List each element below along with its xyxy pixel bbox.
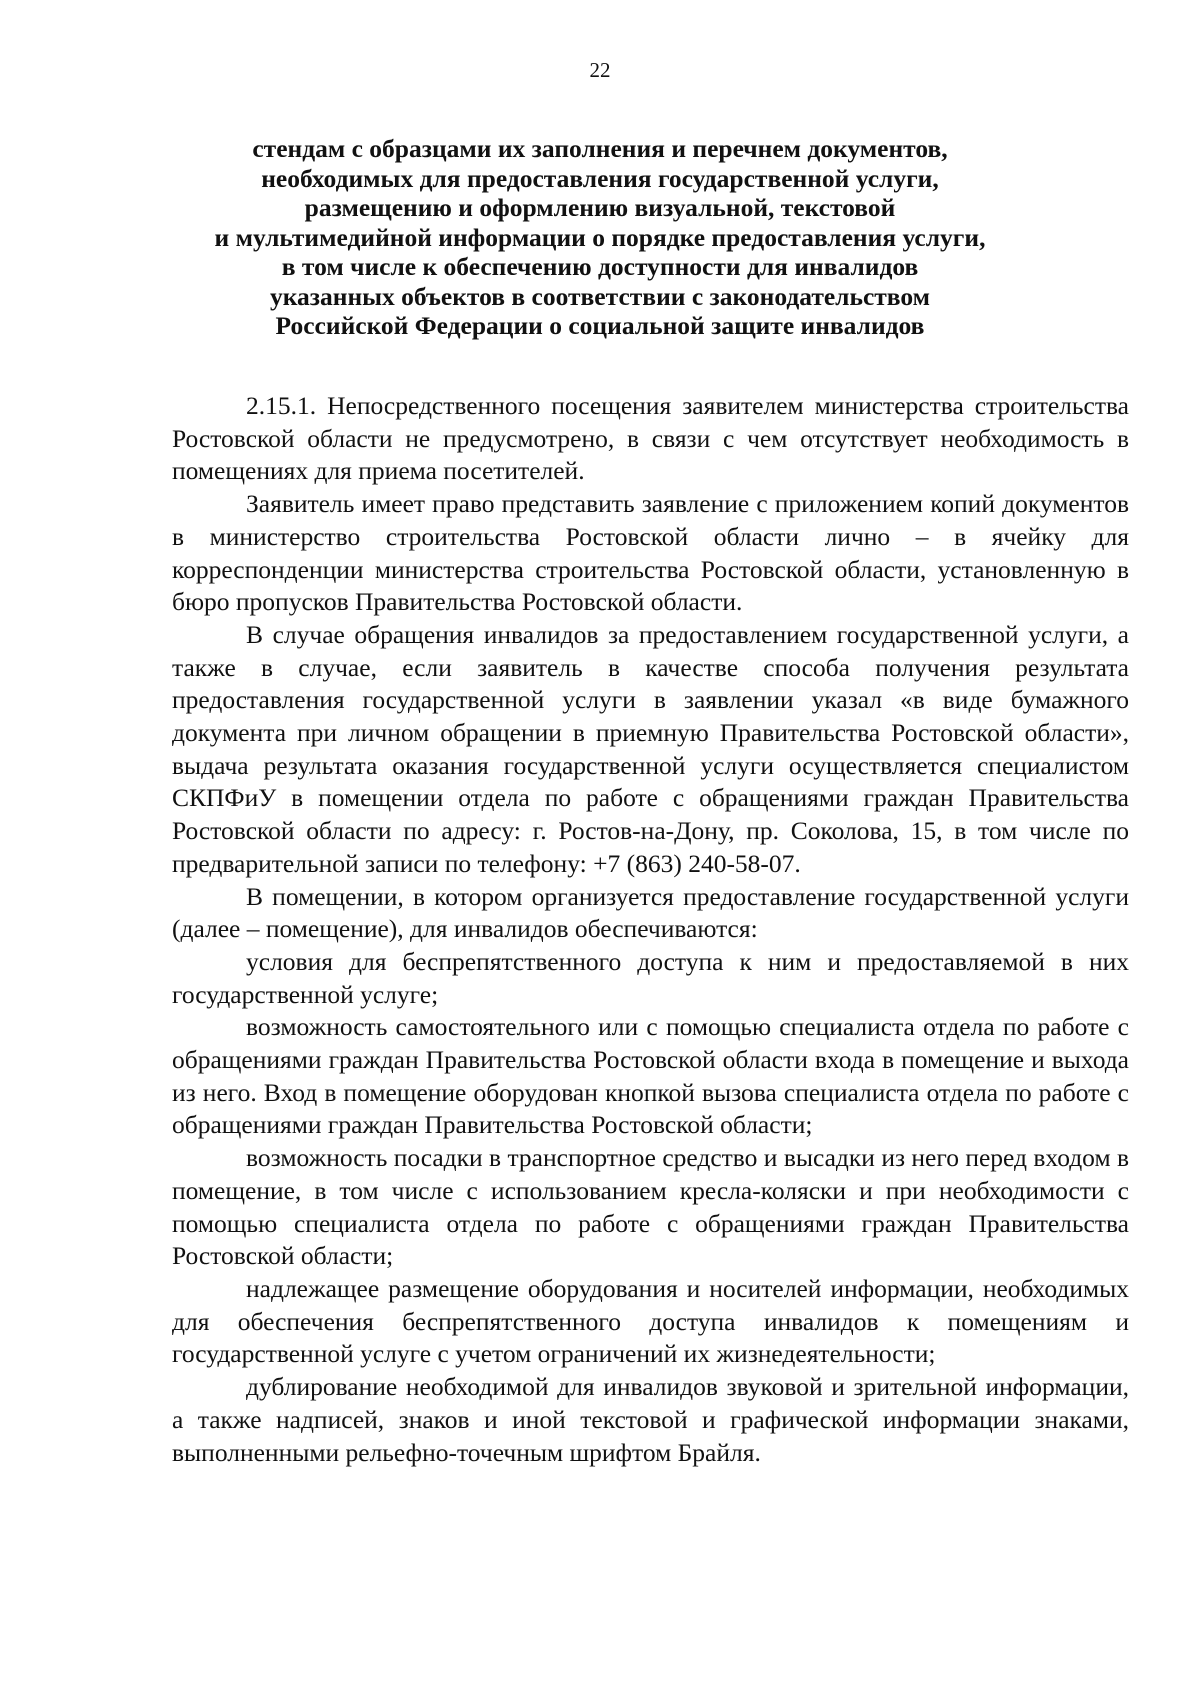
page-number: 22	[589, 58, 611, 82]
list-item-braille-duplication: дублирование необходимой для инвалидов звуковой и зрительной информации, а также надписей, знаков и иной текстовой и графической информации знаками, выполненными рельефно-точечным шрифтом Брайля.	[172, 1372, 1129, 1467]
paragraph-disabled-applicants: В случае обращения инвалидов за предоставлением государственной услуги, а также в случае, если заявитель в качестве способа получения результата предоставления государственной услуги в заявлении указал «в виде бумажного документа при личном обращении в приемную Правительства Ростовской области», выдача результата оказания государственной услуги осуществляется специалистом СКПФиУ в помещении отдела по работе с обращениями граждан Правительства Ростовской области по адресу: г. Ростов-на-Дону, пр. Соколова, 15, в том числе по предварительной записи по телефону: +7 (863) 240-58-07.	[172, 619, 1129, 878]
heading-line: в том числе к обеспечению доступности для инвалидов	[281, 252, 919, 281]
list-item-transport: возможность посадки в транспортное средство и высадки из него перед входом в помещение, в том числе с использованием кресла-коляски и при необходимости с помощью специалиста отдела по работе с обращениями граждан Правительства Ростовской области;	[172, 1143, 1129, 1271]
heading-line: указанных объектов в соответствии с законодательством	[269, 281, 931, 311]
list-item-equipment-placement: надлежащее размещение оборудования и носителей информации, необходимых для обеспечения беспрепятственного доступа инвалидов к помещениям и государственной услуге с учетом ограничений их жизнедеятельности;	[172, 1273, 1129, 1369]
heading-line: Российской Федерации о социальной защите инвалидов	[275, 311, 925, 340]
heading-line: размещению и оформлению визуальной, текстовой	[304, 193, 896, 222]
list-item-entry-exit: возможность самостоятельного или с помощью специалиста отдела по работе с обращениями граждан Правительства Ростовской области входа в помещение и выхода из него. Вход в помещение оборудован кнопкой вызова специалиста отдела по работе с обращениями граждан Правительства Ростовской области;	[172, 1012, 1129, 1140]
section-heading	[160, 134, 1040, 341]
body-text	[172, 390, 1129, 1469]
heading-line: и мультимедийной информации о порядке предоставления услуги,	[214, 222, 986, 252]
heading-line: стендам с образцами их заполнения и перечнем документов,	[252, 134, 948, 163]
paragraph-2-15-1: 2.15.1. Непосредственного посещения заявителем министерства строительства Ростовской области не предусмотрено, в связи с чем отсутствует необходимость в помещениях для приема посетителей.	[172, 391, 1129, 486]
heading-line: необходимых для предоставления государственной услуги,	[261, 163, 939, 193]
paragraph-premises-provisions: В помещении, в котором организуется предоставление государственной услуги (далее – помещение), для инвалидов обеспечиваются:	[172, 881, 1129, 944]
paragraph-applicant-rights: Заявитель имеет право представить заявление с приложением копий документов в министерство строительства Ростовской области лично – в ячейку для корреспонденции министерства строительства Ростовской области, установленную в бюро пропусков Правительства Ростовской области.	[172, 489, 1129, 617]
list-item-access-conditions: условия для беспрепятственного доступа к ним и предоставляемой в них государственной услуге;	[172, 946, 1129, 1009]
